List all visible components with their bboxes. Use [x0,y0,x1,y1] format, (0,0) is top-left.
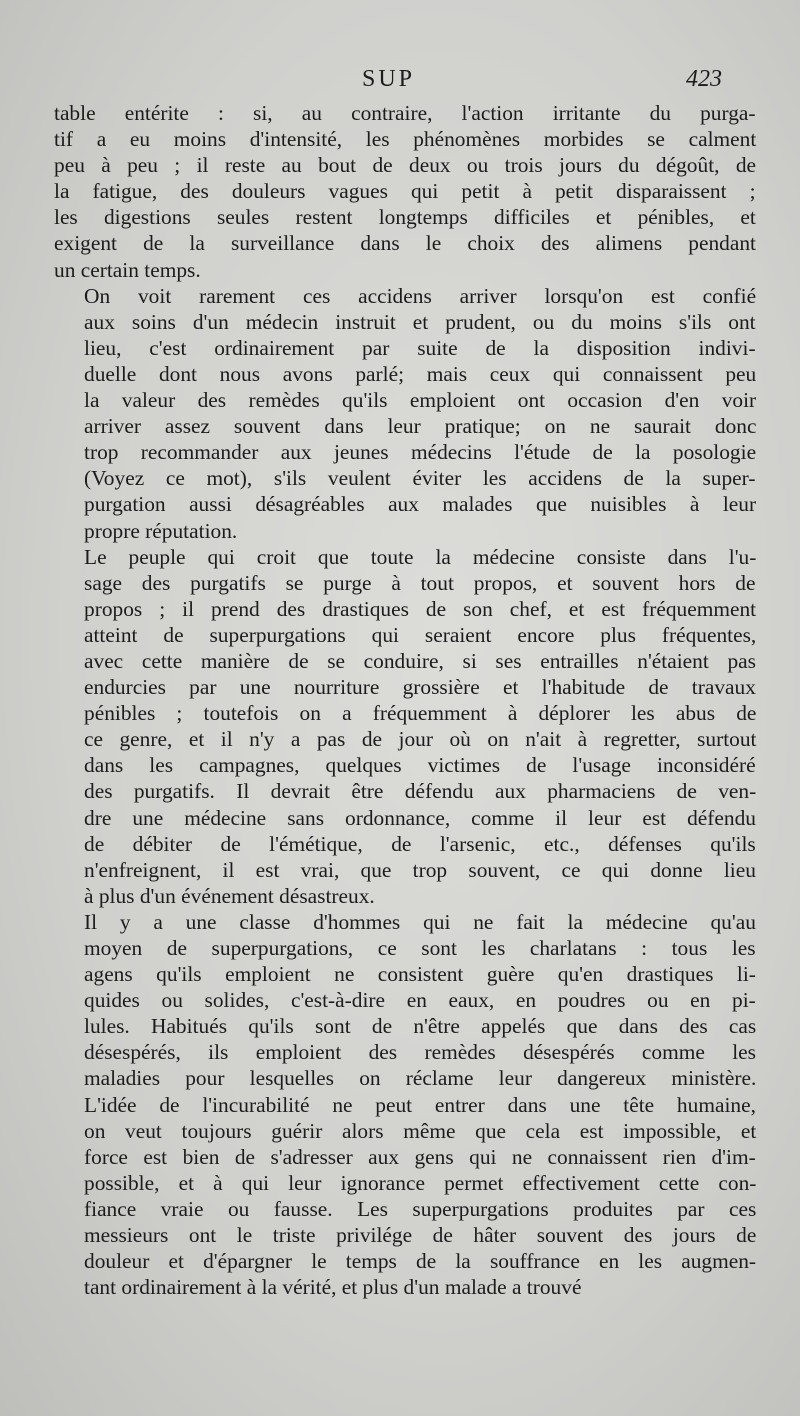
text-line: purgation aussi désagréables aux malades que nuisibles à leur [84,492,757,517]
text-line: désespérés, ils emploient des remèdes désespérés comme les [84,1040,756,1065]
text-line: la fatigue, des douleurs vagues qui petit à petit disparaissent ; [54,179,756,204]
paragraph [54,283,756,544]
text-line: trop recommander aux jeunes médecins l'étude de la posologie [84,440,757,465]
text-line: peu à peu ; il reste au bout de deux ou trois jours du dégoût, de [54,153,757,178]
text-line: à plus d'un événement désastreux. [84,883,375,908]
text-line: on veut toujours guérir alors même que cela est impossible, et [84,1118,757,1143]
text-line: des purgatifs. Il devrait être défendu aux pharmaciens de ven- [84,779,757,804]
text-line: fiance vraie ou fausse. Les superpurgations produites par ces [84,1196,757,1221]
text-line: atteint de superpurgations qui seraient encore plus fréquentes, [84,622,757,647]
text-line: duelle dont nous avons parlé; mais ceux qui connaissent peu [84,361,757,386]
text-line: maladies pour lesquelles on réclame leur dangereux ministère. [84,1066,757,1091]
text-line: douleur et d'épargner le temps de la souffrance en les augmen- [84,1249,757,1274]
text-line: lules. Habitués qu'ils sont de n'être appelés que dans des cas [84,1014,757,1039]
text-line: endurcies par une nourriture grossière et l'habitude de travaux [84,675,756,700]
text-line: dans les campagnes, quelques victimes de l'usage inconsidéré [84,753,756,778]
text-line: L'idée de l'incurabilité ne peut entrer dans une tête humaine, [84,1092,756,1117]
text-line: force est bien de s'adresser aux gens qui ne connaissent rien d'im- [84,1144,756,1169]
page-number: 423 [686,66,722,92]
text-line: Il y a une classe d'hommes qui ne fait la médecine qu'au [84,909,756,934]
text-line: quides ou solides, c'est-à-dire en eaux, en poudres ou en pi- [84,988,756,1013]
text-line: propre réputation. [84,518,238,543]
text-line: moyen de superpurgations, ce sont les charlatans : tous les [84,936,756,960]
text-line: tif a eu moins d'intensité, les phénomènes morbides se calment [54,127,757,152]
text-line: la valeur des remèdes qu'ils emploient ont occasion d'en voir [84,388,757,413]
body-text [54,100,756,1300]
text-line: propos ; il prend des drastiques de son chef, et est fréquemment [84,596,757,621]
text-line: un certain temps. [54,257,201,282]
text-line: messieurs ont le triste privilége de hâter souvent des jours de [84,1223,757,1248]
text-line: ce genre, et il n'y a pas de jour où on n'ait à regretter, surtout [84,727,757,752]
paragraph [54,909,756,1300]
text-line: possible, et à qui leur ignorance permet effectivement cette con- [84,1170,757,1195]
text-line: (Voyez ce mot), s'ils veulent éviter les accidens de la super- [84,466,756,491]
running-head [0,66,800,96]
text-line: agens qu'ils emploient ne consistent guère qu'en drastiques li- [84,962,756,987]
text-line: avec cette manière de se conduire, si ses entrailles n'étaient pas [84,648,756,673]
paragraph [54,100,756,283]
text-line: de débiter de l'émétique, de l'arsenic, etc., défenses qu'ils [84,831,756,856]
text-line: n'enfreignent, il est vrai, que trop souvent, ce qui donne lieu [84,857,756,882]
text-line: table entérite : si, au contraire, l'action irritante du purga- [54,101,756,125]
text-line: pénibles ; toutefois on a fréquemment à déplorer les abus de [84,701,757,726]
paragraph [54,544,756,909]
text-line: tant ordinairement à la vérité, et plus d'un malade a trouvé [84,1275,582,1300]
text-line: les digestions seules restent longtemps difficiles et pénibles, et [54,205,756,230]
text-line: aux soins d'un médecin instruit et prudent, ou du moins s'ils ont [84,309,756,334]
text-line: Le peuple qui croit que toute la médecine consiste dans l'u- [84,544,757,569]
text-line: lieu, c'est ordinairement par suite de la disposition indivi- [84,335,756,360]
running-head-title: SUP [362,66,416,92]
text-line: arriver assez souvent dans leur pratique; on ne saurait donc [84,414,757,439]
text-line: sage des purgatifs se purge à tout propos, et souvent hors de [84,570,756,595]
text-line: dre une médecine sans ordonnance, comme il leur est défendu [84,805,756,830]
text-line: exigent de la surveillance dans le choix des alimens pendant [54,231,756,256]
text-line: On voit rarement ces accidens arriver lorsqu'on est confié [84,283,757,308]
